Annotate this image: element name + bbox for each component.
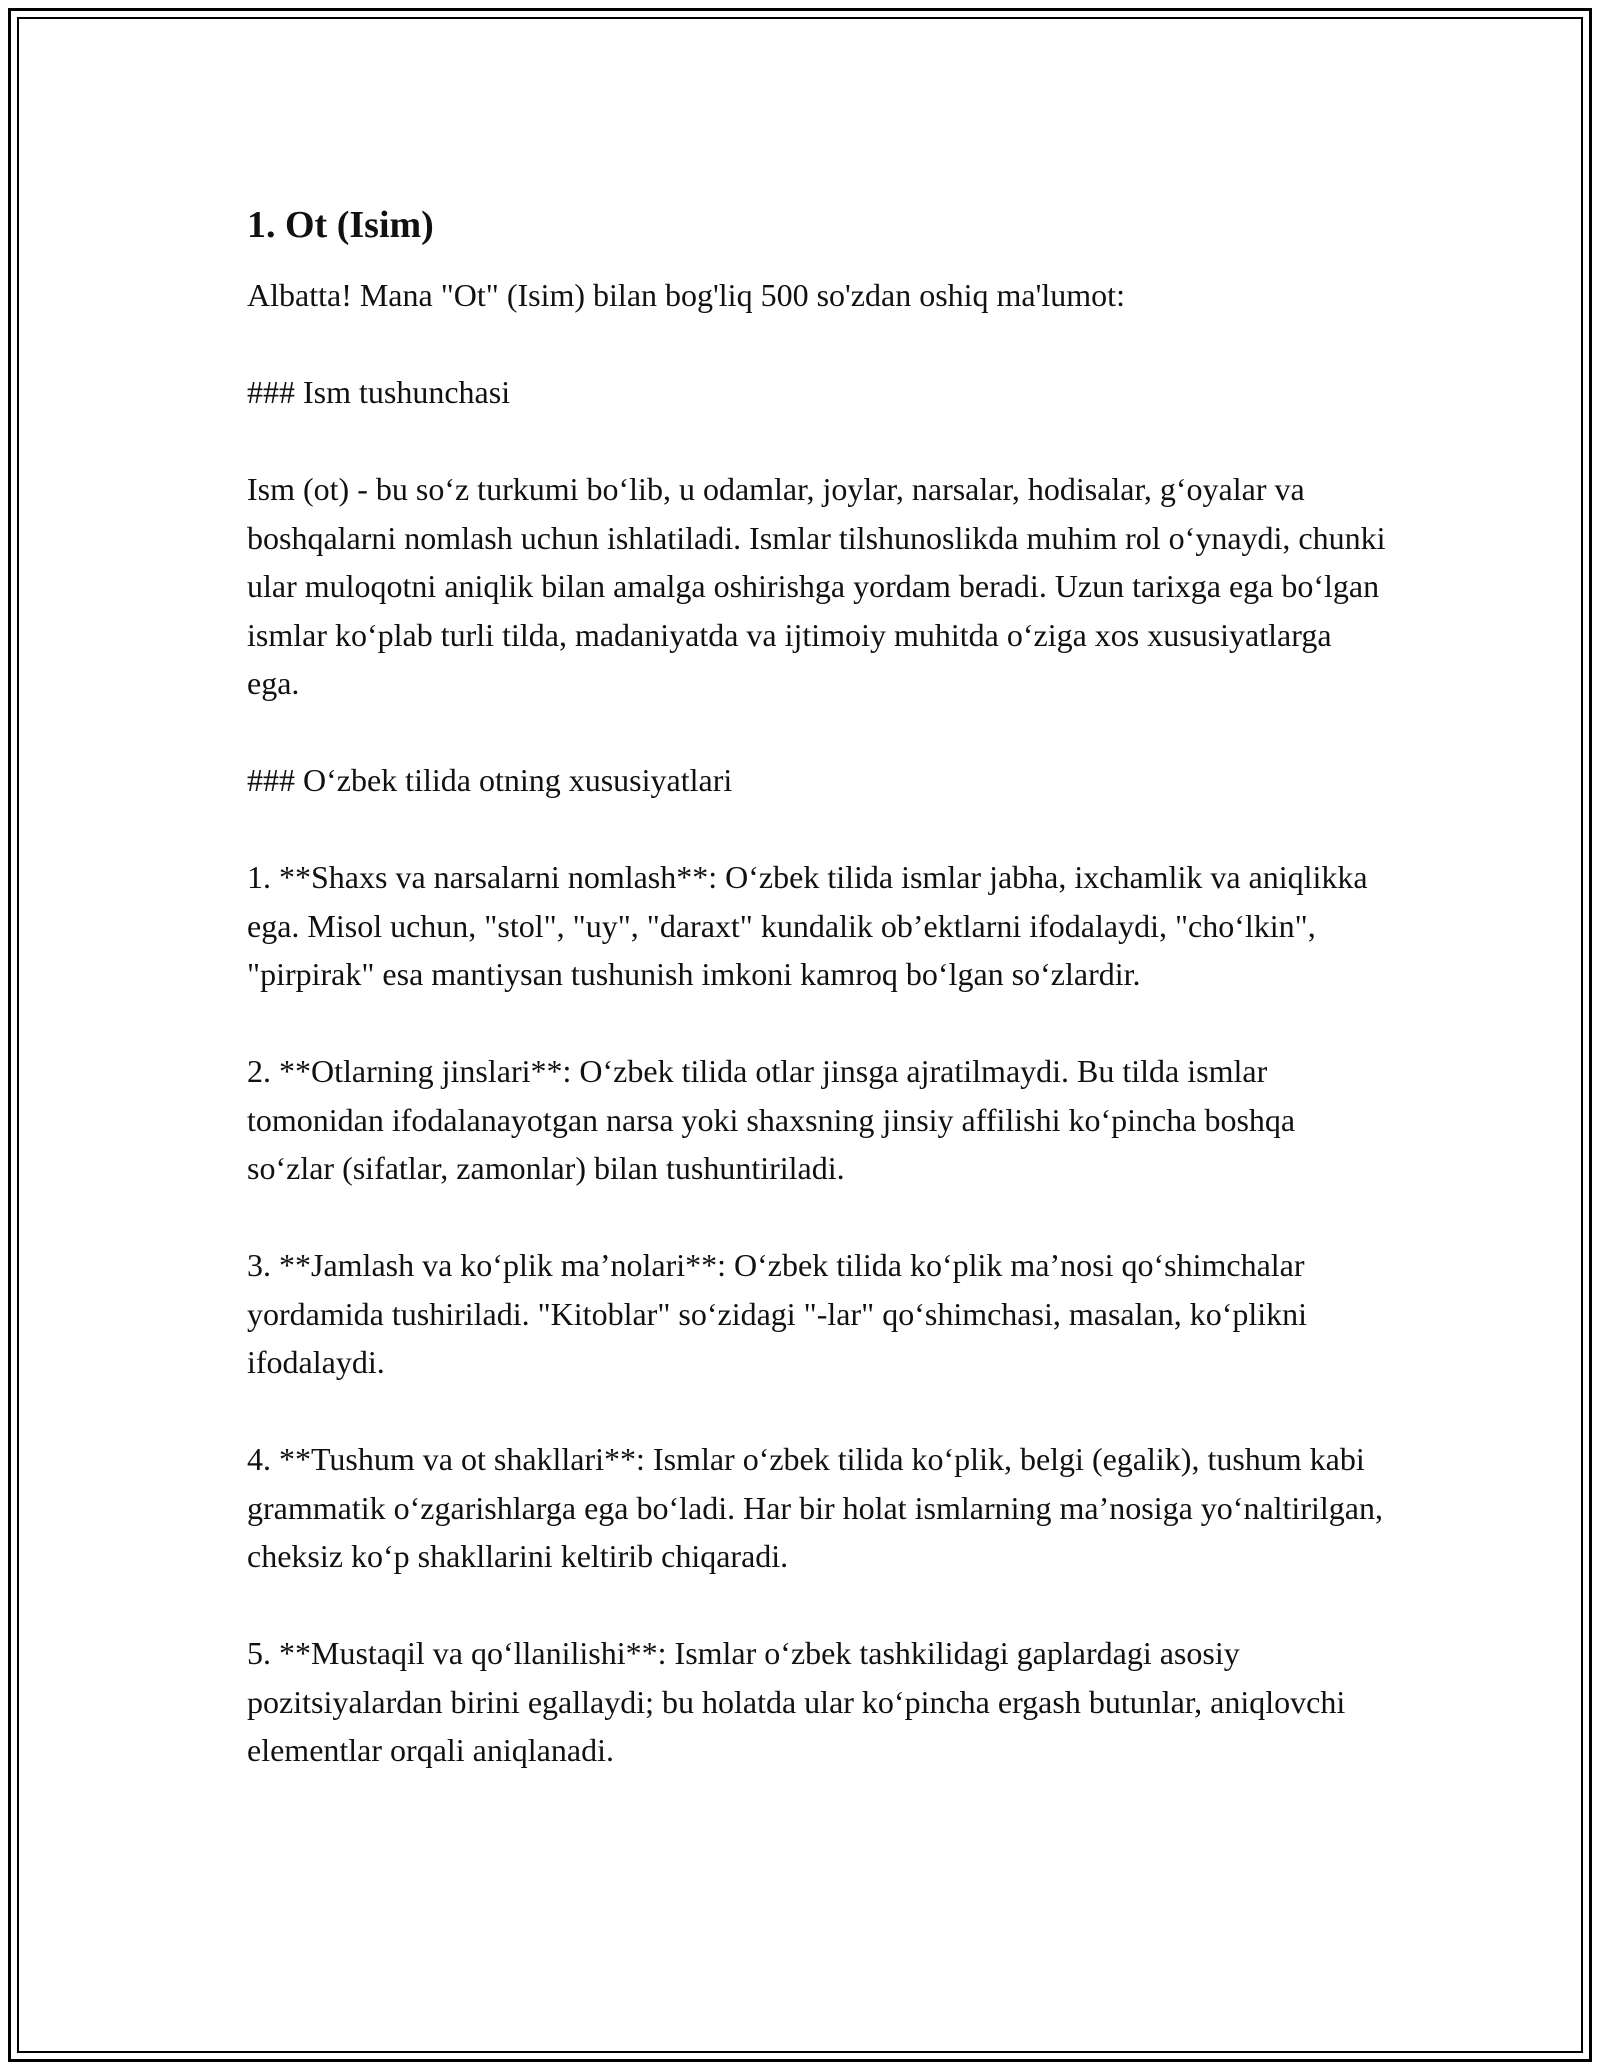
list-item: 2. **Otlarning jinslari**: O‘zbek tilida otlar jinsga ajratilmaydi. Bu tilda ismlar tomonidan ifodalanayotgan narsa yoki shaxsning jinsiy affilishi ko‘pincha boshqa so‘zlar (sifatlar, zamonlar) bilan tushuntiriladi.: [247, 1053, 1304, 1186]
page-frame: [8, 8, 1592, 2062]
intro-paragraph: Albatta! Mana "Ot" (Isim) bilan bog'liq 500 so'zdan oshiq ma'lumot:: [247, 277, 1125, 313]
section-heading-xususiyatlar: ### O‘zbek tilida otning xususiyatlari: [247, 762, 733, 798]
definition-paragraph: Ism (ot) - bu so‘z turkumi bo‘lib, u odamlar, joylar, narsalar, hodisalar, g‘oyalar va boshqalarni nomlash uchun ishlatiladi. Ismlar tilshunoslikda muhim rol o‘ynaydi, chunki ular muloqotni aniqlik bilan amalga oshirishga yordam beradi. Uzun tarixga ega bo‘lgan ismlar ko‘plab turli tilda, madaniyatda va ijtimoiy muhitda o‘ziga xos xususiyatlarga ega.: [247, 471, 1394, 701]
list-item: 5. **Mustaqil va qo‘llanilishi**: Ismlar o‘zbek tashkilidagi gaplardagi asosiy pozitsiyalardan birini egallaydi; bu holatda ular ko‘pincha ergash butunlar, aniqlovchi elementlar orqali aniqlanadi.: [247, 1635, 1354, 1768]
document-title: 1. Ot (Isim): [247, 204, 434, 246]
section-heading-ism-tushunchasi: ### Ism tushunchasi: [247, 374, 511, 410]
list-item: 1. **Shaxs va narsalarni nomlash**: O‘zbek tilida ismlar jabha, ixchamlik va aniqlikka ega. Misol uchun, "stol", "uy", "daraxt" kundalik ob’ektlarni ifodalaydi, "cho‘lkin", "pirpirak" esa mantiysan tushunish imkoni kamroq bo‘lgan so‘zlardir.: [247, 859, 1376, 992]
list-item: 3. **Jamlash va ko‘plik ma’nolari**: O‘zbek tilida ko‘plik ma’nosi qo‘shimchalar yordamida tushiriladi. "Kitoblar" so‘zidagi "-lar" qo‘shimchasi, masalan, ko‘plikni ifodalaydi.: [247, 1247, 1316, 1380]
list-item: 4. **Tushum va ot shakllari**: Ismlar o‘zbek tilida ko‘plik, belgi (egalik), tushum kabi grammatik o‘zgarishlarga ega bo‘ladi. Har bir holat ismlarning ma’nosiga yo‘naltirilgan, cheksiz ko‘p shakllarini keltirib chiqaradi.: [247, 1441, 1391, 1574]
document-body: [247, 201, 1394, 1823]
